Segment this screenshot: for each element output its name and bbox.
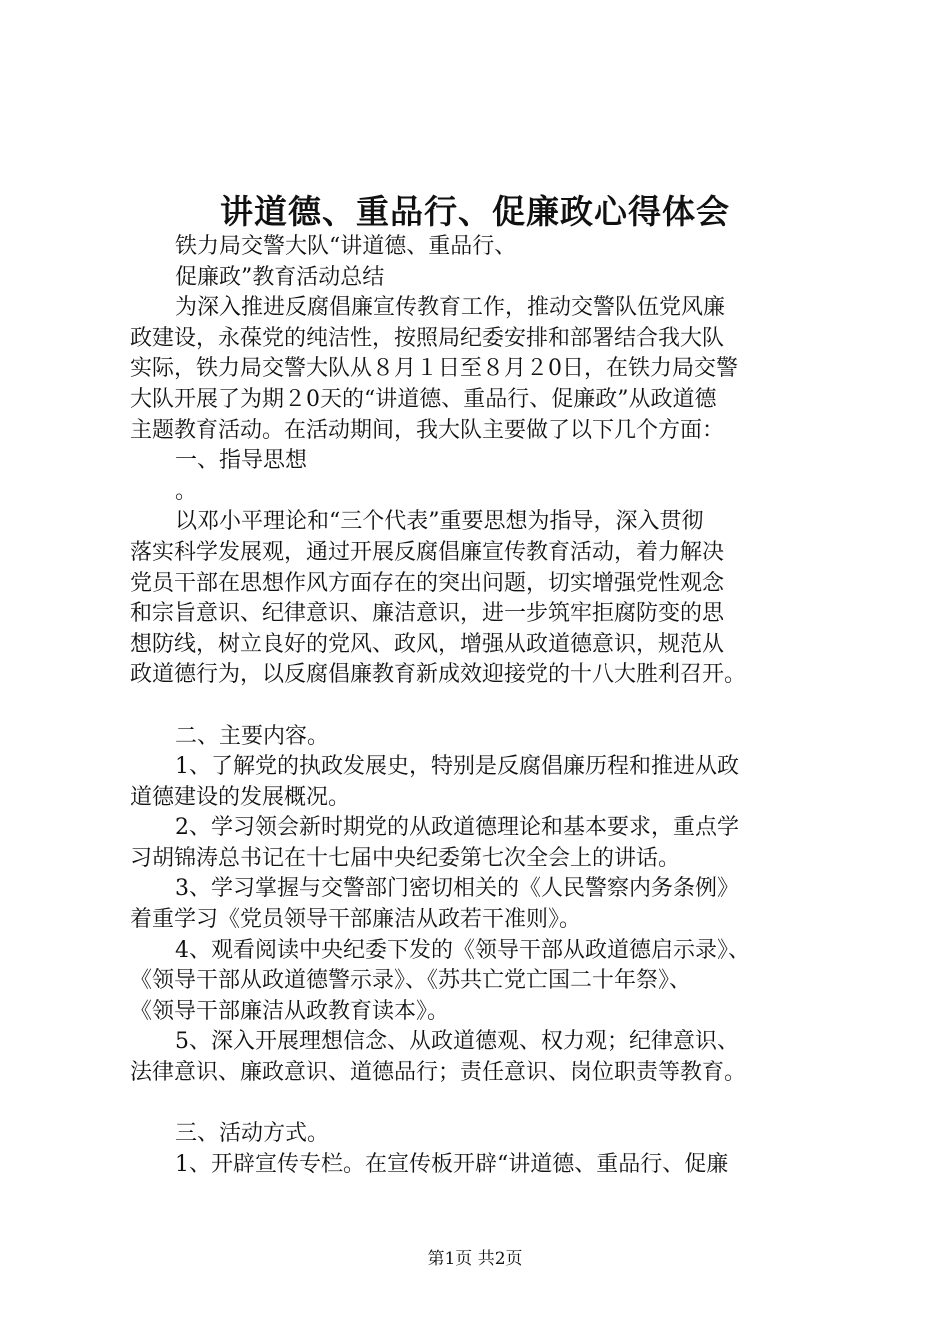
blank-line xyxy=(130,1089,850,1120)
paragraph-line: 政道德行为，以反腐倡廉教育新成效迎接党的十八大胜利召开。 xyxy=(130,662,747,688)
paragraph-line: 政建设，永葆党的纯洁性，按照局纪委安排和部署结合我大队 xyxy=(130,325,725,351)
list-item-line: 1、开辟宣传专栏。在宣传板开辟“讲道德、重品行、促廉 xyxy=(175,1151,729,1177)
list-item-line: 道德建设的发展概况。 xyxy=(130,784,351,810)
paragraph-line: 想防线，树立良好的党风、政风，增强从政道德意识，规范从 xyxy=(130,631,725,657)
list-item-line: 5、深入开展理想信念、从政道德观、权力观；纪律意识、 xyxy=(175,1029,739,1055)
paragraph-line: 党员干部在思想作风方面存在的突出问题，切实增强党性观念 xyxy=(130,570,725,596)
list-item-line: 《领导干部从政道德警示录》、《苏共亡党亡国二十年祭》、 xyxy=(130,968,692,994)
list-item-line: 《领导干部廉洁从政教育读本》。 xyxy=(130,998,450,1024)
subtitle-line: 铁力局交警大队“讲道德、重品行、 xyxy=(175,234,517,259)
paragraph-line: 实际，铁力局交警大队从８月１日至８月２0日，在铁力局交警 xyxy=(130,356,738,382)
paragraph-line: 大队开展了为期２0天的“讲道德、重品行、促廉政”从政道德 xyxy=(130,386,717,412)
blank-line xyxy=(130,691,850,722)
list-item-line: 4、观看阅读中央纪委下发的《领导干部从政道德启示录》、 xyxy=(175,937,750,963)
section-heading: 二、主要内容。 xyxy=(175,723,330,749)
section-heading: 三、活动方式。 xyxy=(175,1121,330,1147)
paragraph-line: 为深入推进反腐倡廉宣传教育工作，推动交警队伍党风廉 xyxy=(175,295,726,321)
paragraph-line: 主题教育活动。在活动期间，我大队主要做了以下几个方面： xyxy=(130,417,725,443)
page-footer: 第1页 共2页 xyxy=(427,1249,523,1269)
subtitle-line: 促廉政”教育活动总结 xyxy=(175,264,385,290)
document-title: 讲道德、重品行、促廉政心得体会 xyxy=(220,192,730,231)
section-heading: 一、指导思想 xyxy=(175,448,308,474)
list-item-line: 3、学习掌握与交警部门密切相关的《人民警察内务条例》 xyxy=(175,876,739,902)
paragraph-line: 以邓小平理论和“三个代表”重要思想为指导，深入贯彻 xyxy=(175,509,704,535)
list-item-line: 着重学习《党员领导干部廉洁从政若干准则》。 xyxy=(130,907,582,933)
document-body xyxy=(130,232,850,1180)
list-item-line: 1、了解党的执政发展史，特别是反腐倡廉历程和推进从政 xyxy=(175,754,739,780)
paragraph-line: 和宗旨意识、纪律意识、廉洁意识，进一步筑牢拒腐防变的思 xyxy=(130,601,725,627)
paragraph-line: 。 xyxy=(175,478,198,504)
list-item-line: 习胡锦涛总书记在十七届中央纪委第七次全会上的讲话。 xyxy=(130,845,681,871)
list-item-line: 2、学习领会新时期党的从政道德理论和基本要求，重点学 xyxy=(175,815,739,841)
list-item-line: 法律意识、廉政意识、道德品行；责任意识、岗位职责等教育。 xyxy=(130,1060,747,1086)
paragraph-line: 落实科学发展观，通过开展反腐倡廉宣传教育活动，着力解决 xyxy=(130,539,725,565)
